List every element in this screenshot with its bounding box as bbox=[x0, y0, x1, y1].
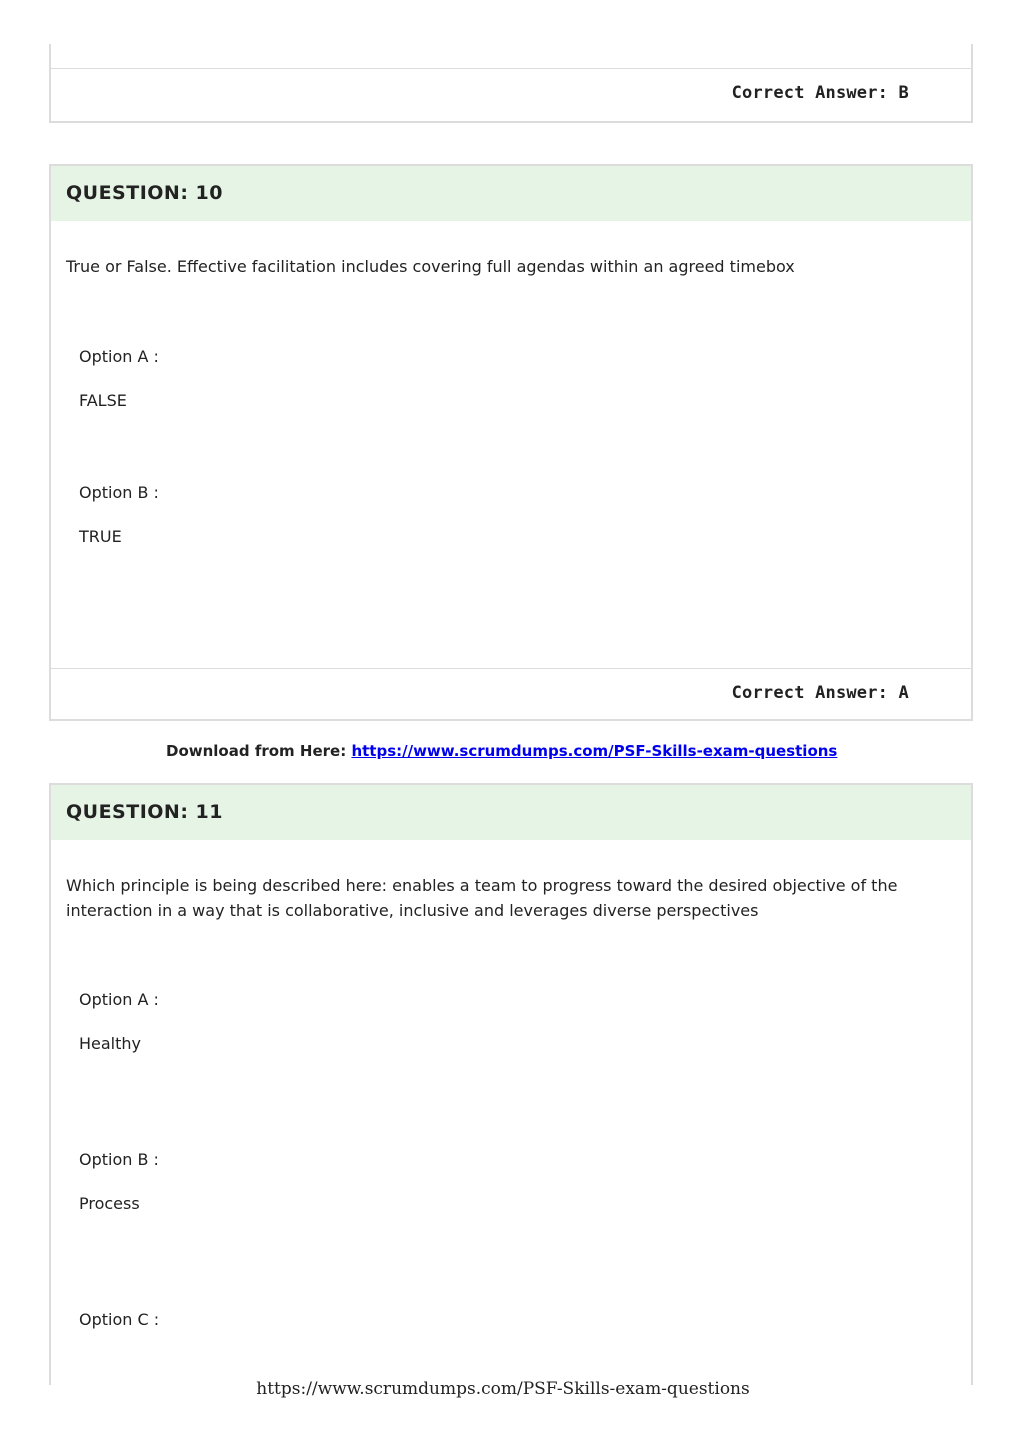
option-c-label: Option C : bbox=[79, 1310, 160, 1329]
answer-row bbox=[51, 668, 971, 720]
question-text: Which principle is being described here: enables a team to progress toward the desired objective of the interaction in a way that is collaborative, inclusive and leverages diverse perspectives bbox=[66, 876, 898, 920]
download-prefix: Download from Here: bbox=[166, 742, 347, 760]
question-header bbox=[51, 785, 971, 840]
download-line bbox=[166, 742, 837, 760]
question-11-card bbox=[49, 783, 973, 1385]
option-b-label: Option B : bbox=[79, 1150, 159, 1169]
correct-answer: Correct Answer: A bbox=[731, 683, 909, 703]
question-text: True or False. Effective facilitation includes covering full agendas within an agreed timebox bbox=[66, 257, 795, 276]
correct-answer: Correct Answer: B bbox=[731, 83, 909, 103]
option-a-label: Option A : bbox=[79, 347, 159, 366]
previous-question-card bbox=[49, 44, 973, 123]
footer-url: https://www.scrumdumps.com/PSF-Skills-exam-questions bbox=[256, 1379, 750, 1399]
question-title: QUESTION: 10 bbox=[66, 182, 223, 204]
option-b-value: TRUE bbox=[79, 527, 122, 546]
question-10-card bbox=[49, 164, 973, 721]
option-b-value: Process bbox=[79, 1194, 140, 1213]
answer-row bbox=[51, 68, 971, 120]
option-a-value: Healthy bbox=[79, 1034, 142, 1053]
question-header bbox=[51, 166, 971, 221]
download-link[interactable]: https://www.scrumdumps.com/PSF-Skills-exam-questions bbox=[351, 742, 838, 760]
question-title: QUESTION: 11 bbox=[66, 801, 223, 823]
option-a-value: FALSE bbox=[79, 391, 127, 410]
option-a-label: Option A : bbox=[79, 990, 159, 1009]
option-b-label: Option B : bbox=[79, 483, 159, 502]
